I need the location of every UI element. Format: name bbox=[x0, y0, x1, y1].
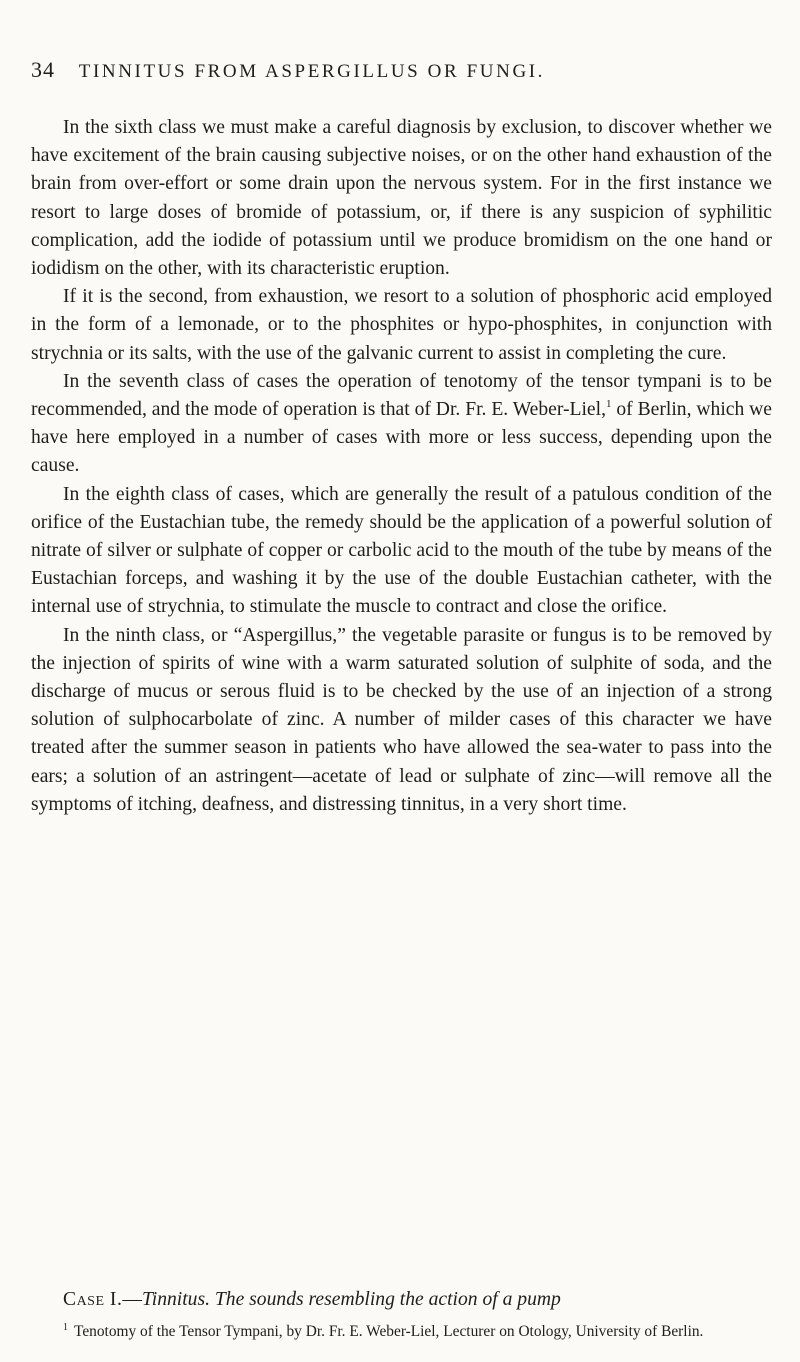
case-title: Tinnitus. The sounds resembling the action of a pump bbox=[141, 1289, 561, 1310]
paragraph-sixth-class: In the sixth class we must make a careful diagnosis by exclusion, to discover whether we have excitement of the brain causing subjective noises, or on the other hand exhaustion of the brain from over-effort or some drain upon the nervous system. For in the first instance we resort to large doses of bromide of potassium, or, if there is any suspicion of syphilitic complication, add the iodide of potassium until we produce bromidism on the one hand or iodidism on the other, with its characteristic eruption. bbox=[31, 117, 772, 280]
case-dash: — bbox=[122, 1289, 142, 1310]
paragraph-seventh-class bbox=[31, 368, 772, 481]
paragraph-ninth-class: In the ninth class, or “Aspergillus,” the vegetable parasite or fungus is to be removed by the injection of spirits of wine with a warm saturated solution of sulphite of soda, and the discharge of mucus or serous fluid is to be checked by the use of an injection of a strong solution of sulphocarbolate of zinc. A number of milder cases of this character we have treated after the summer season in patients who have allowed the sea-water to pass into the ears; a solution of an astringent—acetate of lead or sulphate of zinc—will remove all the symptoms of itching, deafness, and distressing tinnitus, in a very short time. bbox=[31, 624, 772, 815]
running-header bbox=[31, 58, 760, 84]
page-number: 34 bbox=[31, 57, 55, 82]
case-label: Case I. bbox=[63, 1289, 123, 1310]
body-text bbox=[31, 114, 772, 819]
running-title: TINNITUS FROM ASPERGILLUS OR FUNGI. bbox=[78, 61, 546, 82]
case-heading bbox=[63, 1287, 783, 1313]
paragraph-second-exhaustion: If it is the second, from exhaustion, we resort to a solution of phosphoric acid employed in the form of a lemonade, or to the phosphites or hypo-phosphites, in conjunction with strychnia or its salts, with the use of the galvanic current to assist in completing the cure. bbox=[31, 286, 772, 364]
footnote bbox=[31, 1322, 772, 1342]
footnote-text: Tenotomy of the Tensor Tympani, by Dr. Fr. E. Weber-Liel, Lecturer on Otology, University of Berlin. bbox=[74, 1323, 704, 1340]
paragraph-eighth-class: In the eighth class of cases, which are generally the result of a patulous condition of the orifice of the Eustachian tube, the remedy should be the application of a powerful solution of nitrate of silver or sulphate of copper or carbolic acid to the mouth of the tube by means of the Eustachian forceps, and washing it by the use of the double Eustachian catheter, with the internal use of strychnia, to stimulate the muscle to contract and close the orifice. bbox=[31, 483, 772, 618]
paragraph-text: of Berlin, which we have here employed in a number of cases with more or less success, depending upon the cause. bbox=[31, 399, 773, 477]
paragraph-text: In the seventh class of cases the operation of tenotomy of the tensor tympani is to be recommended, and the mode of operation is that of Dr. Fr. E. Weber-Liel, bbox=[31, 370, 772, 421]
footnote-number: 1 bbox=[63, 1322, 68, 1333]
footnote-reference: 1 bbox=[605, 398, 612, 411]
